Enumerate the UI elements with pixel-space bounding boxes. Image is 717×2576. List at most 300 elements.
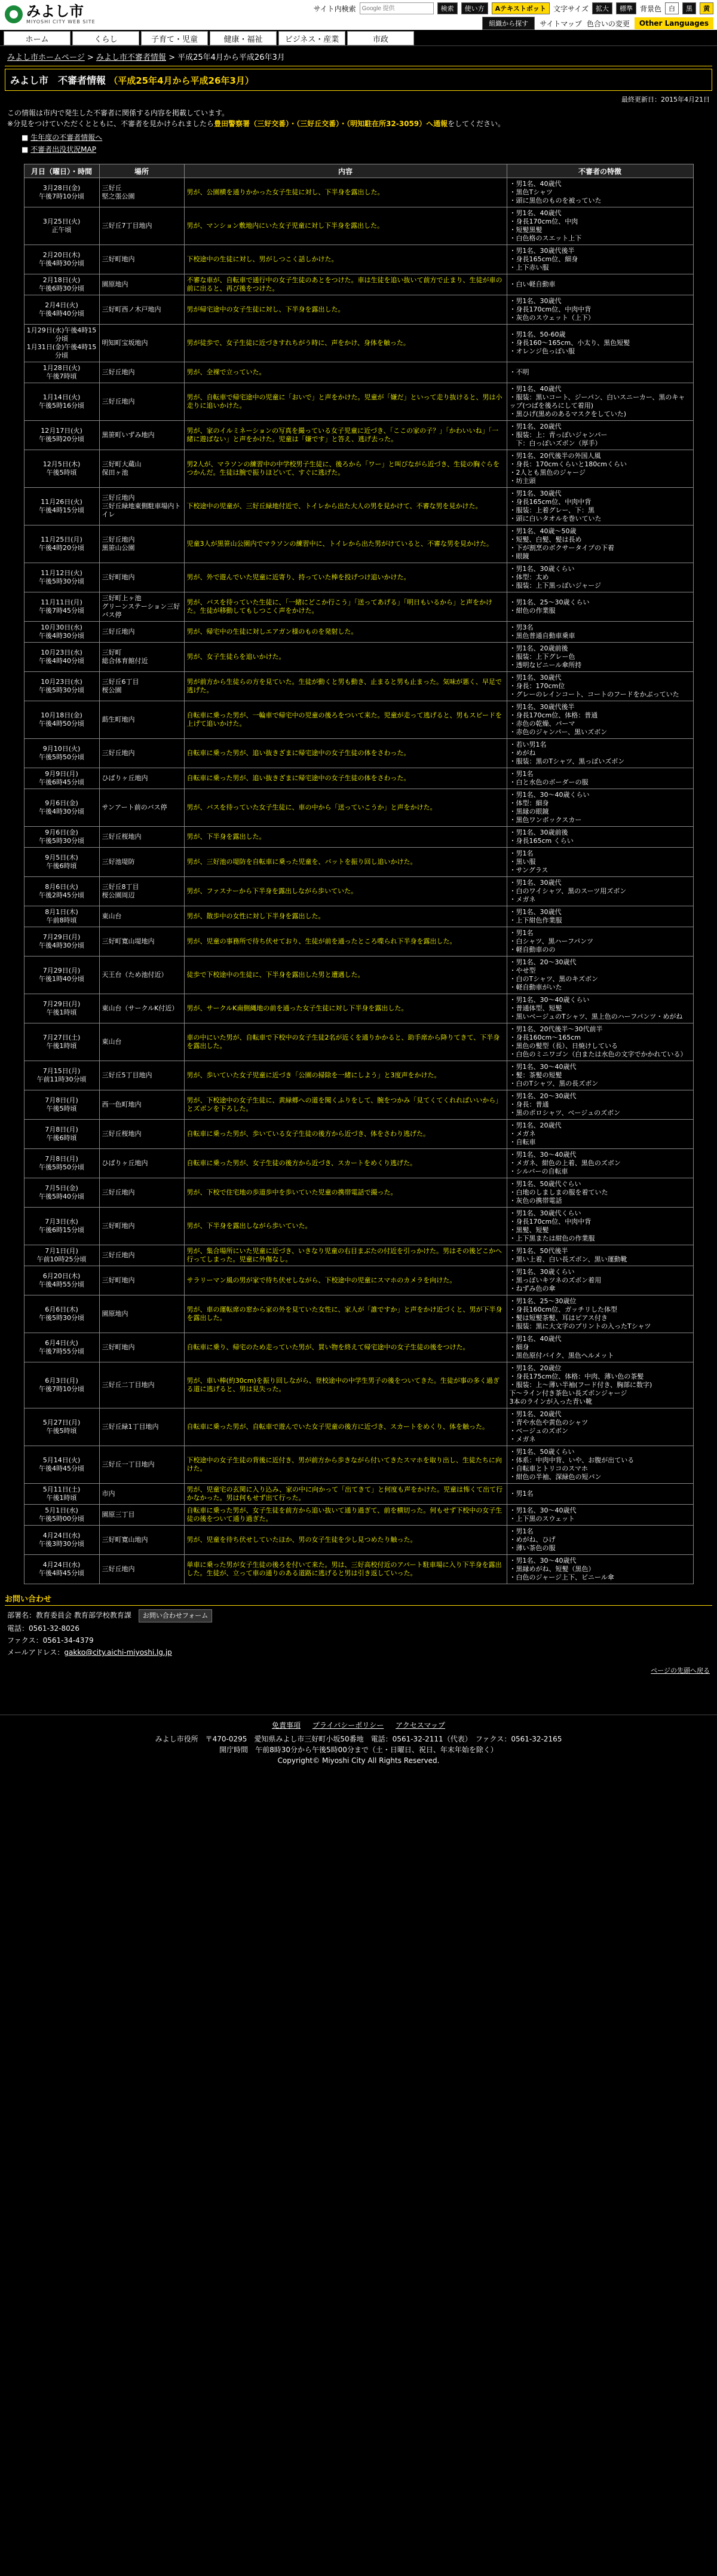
- cell-content: 自転車に乗った男が、追い抜きざまに帰宅途中の女子生徒の体をさわった。: [184, 768, 507, 789]
- cell-suspect-features: ・男1名、40歳代 ・服装：黒いコート、ジーパン、白いスニーカー、黒のキャップ(つばを後ろにして着用) ・黒ひげ(黒めのあるマスクをしていた): [507, 383, 693, 421]
- cell-suspect-features: ・男1名、20〜30歳代 ・やせ型 ・白のTシャツ、黒のキズボン ・軽自動車がいた: [507, 957, 693, 994]
- cell-place: ひばりヶ丘地内: [99, 1149, 184, 1178]
- cell-place: 三好丘一丁目地内: [99, 1446, 184, 1484]
- contact-section: [5, 1593, 712, 1662]
- cell-place: 三好丘地内: [99, 1555, 184, 1584]
- cell-date-time: 10月23日(水) 午後4時40分頃: [24, 643, 99, 672]
- cell-date-time: 7月8日(月) 午後5時50分頃: [24, 1149, 99, 1178]
- cell-place: 三好丘桜地内: [99, 1120, 184, 1149]
- cell-date-time: 5月11日(土) 午後1時頃: [24, 1484, 99, 1505]
- cell-suspect-features: ・男1名、20代後半の外国人風 ・身長：170cmくらいと180cmくらい ・2人とも黒色のジャージ ・坊主頭: [507, 450, 693, 488]
- cell-suspect-features: ・男1名、20代後半〜30代前半 ・身長160cm〜165cm ・黒色の髪型（長）、日焼けしている ・白色のミニワゴン（白または水色の文字でかかれている）: [507, 1023, 693, 1061]
- cell-content: 自転車に乗った男が、追い抜きざまに帰宅途中の女子生徒の体をさわった。: [184, 739, 507, 768]
- cell-date-time: 2月18日(火) 午後6時30分頃: [24, 274, 99, 295]
- cell-suspect-features: ・男1名、30歳前後 ・身長165cm くらい: [507, 827, 693, 848]
- contact-heading: お問い合わせ: [5, 1593, 712, 1606]
- table-row: [24, 848, 693, 877]
- cell-date-time: 7月8日(月) 午後5時頃: [24, 1090, 99, 1120]
- cell-content: 男が、車の運転席の窓から家の外を見ていた女性に、家人が「誰ですか」と声をかけ近づくと、男が下半身を露出した。: [184, 1295, 507, 1333]
- cell-place: 三好丘桜地内: [99, 827, 184, 848]
- logo-emblem-icon: [5, 5, 23, 23]
- table-row: [24, 295, 693, 325]
- cell-date-time: 7月29日(月) 午後4時30分頃: [24, 927, 99, 957]
- nav-health-welfare[interactable]: 健康・福祉: [210, 31, 277, 45]
- nav-living[interactable]: くらし: [72, 31, 139, 45]
- cell-place: 三好町地内: [99, 563, 184, 592]
- cell-place: 市内: [99, 1484, 184, 1505]
- contact-body: [5, 1606, 712, 1662]
- cell-date-time: 9月5日(木) 午後6時頃: [24, 848, 99, 877]
- cell-place: 三好丘地内: [99, 1245, 184, 1266]
- cell-place: 三好丘二丁目地内: [99, 1362, 184, 1408]
- table-row: [24, 325, 693, 362]
- cell-content: 児童3人が黒笹山公園内でマラソンの練習中に、トイレから出た男がけていると、不審な男を見かけた。: [184, 525, 507, 563]
- cell-date-time: 4月24日(水) 午後3時30分頃: [24, 1526, 99, 1555]
- cell-suspect-features: ・白い軽自動車: [507, 274, 693, 295]
- cell-date-time: 7月5日(金) 午後5時40分頃: [24, 1178, 99, 1208]
- cell-suspect-features: ・男1名、30歳代 ・上下紺色作業服: [507, 906, 693, 927]
- cell-content: 男が、公園横を通りかかった女子生徒に対し、下半身を露出した。: [184, 178, 507, 207]
- cell-date-time: 1月28日(火) 午後7時頃: [24, 362, 99, 383]
- cell-suspect-features: ・男1名、30〜40歳代 ・メガネ、紺色の上着、黒色のズボン ・シルバーの自転車: [507, 1149, 693, 1178]
- cell-place: 園原地内: [99, 274, 184, 295]
- table-row: [24, 178, 693, 207]
- cell-content: 下校途中の児童が、三好丘緑地付近で、トイレから出た大人の男を見かけて、不審な男を見かけた。: [184, 488, 507, 525]
- incident-map-link[interactable]: 不審者出没状況MAP: [30, 145, 96, 154]
- table-row: [24, 525, 693, 563]
- cell-suspect-features: ・不明: [507, 362, 693, 383]
- bg-color-label: 背景色: [639, 4, 661, 13]
- site-logo[interactable]: [5, 4, 96, 25]
- cell-date-time: 5月1日(水) 午後5時00分頃: [24, 1505, 99, 1526]
- cell-suspect-features: ・男1名、20歳代 ・服装：上：青っぽいジャンパー 下：白っぽいズボン（厚手）: [507, 421, 693, 450]
- cell-suspect-features: ・男1名、50代後半 ・黒い上着、白い長ズボン、黒い運動靴: [507, 1245, 693, 1266]
- logo-japanese: みよし市: [26, 3, 84, 20]
- cell-date-time: 11月25日(月) 午後4時20分頃: [24, 525, 99, 563]
- cell-suspect-features: ・男1名、25〜30歳位 ・身長160cm位、ガッチリした体型 ・髪は短髪茶髪、耳はピアス付き ・服装：黒に大文字のプリントの入ったTシャツ: [507, 1295, 693, 1333]
- cell-content: 男2人が、マラソンの練習中の中学校男子生徒に、後ろから「ワー」と叫びながら近づき、生徒の胸ぐらをつかんだ。生徒は腕で振りほどいて、すぐに逃げた。: [184, 450, 507, 488]
- table-row: [24, 450, 693, 488]
- cell-place: 三好丘地内: [99, 622, 184, 643]
- nav-childcare[interactable]: 子育て・児童: [141, 31, 208, 45]
- table-row: [24, 1505, 693, 1526]
- table-row: [24, 1555, 693, 1584]
- table-row: [24, 957, 693, 994]
- cell-suspect-features: ・男1名、25〜30歳くらい ・紺色の作業服: [507, 592, 693, 622]
- contact-form-button[interactable]: お問い合わせフォーム: [139, 1609, 212, 1622]
- table-row: [24, 672, 693, 701]
- table-row: [24, 1245, 693, 1266]
- cell-date-time: 9月10日(火) 午後5時50分頃: [24, 739, 99, 768]
- cell-place: 三好町地内: [99, 1333, 184, 1362]
- cell-content: 男が、バスを待っていた女子生徒に、車の中から「送っていこうか」と声をかけた。: [184, 789, 507, 827]
- cell-date-time: 3月28日(金) 午後7時10分頃: [24, 178, 99, 207]
- cell-date-time: 2月20日(木) 午後4時30分頃: [24, 245, 99, 274]
- cell-content: 下校途中の女子生徒の背後に近付き、男が前方から歩きながら付いてきたスマホを取り出し、生徒たちに向けた。: [184, 1446, 507, 1484]
- cell-date-time: 10月18日(金) 午後4時50分頃: [24, 701, 99, 739]
- cell-content: 自転車に乗った男が、女子生徒の後方から近づき、スカートをめくり逃げた。: [184, 1149, 507, 1178]
- cell-place: 三好丘地内: [99, 739, 184, 768]
- cell-place: 三好町 総合体育館付近: [99, 643, 184, 672]
- table-row: [24, 421, 693, 450]
- cell-place: 園原地内: [99, 1295, 184, 1333]
- contact-tel: 電話：0561-32-8026: [7, 1624, 80, 1633]
- cell-content: 男が、全裸で立っていた。: [184, 362, 507, 383]
- breadcrumb: みよし市ホームページ > みよし市不審者情報 > 平成25年4月から平成26年3月: [7, 53, 285, 62]
- cell-date-time: 2月4日(火) 午後4時40分頃: [24, 295, 99, 325]
- cell-content: 男が、下半身を露出しながら歩いていた。: [184, 1208, 507, 1245]
- cell-place: 三好丘8丁目 桜公園周辺: [99, 877, 184, 906]
- cell-content: 男が、児童を待ち伏せしていたほか、男の女子生徒を少し見つめたり触った。: [184, 1526, 507, 1555]
- cell-place: 三好町地内: [99, 245, 184, 274]
- page-title: [5, 69, 712, 91]
- text-to-speech-button[interactable]: Aテキストボット: [492, 2, 550, 14]
- cell-place: 三好丘地内: [99, 1178, 184, 1208]
- intro-line-1: この情報は市内で発生した不審者に関係する内容を掲載しています。: [7, 109, 229, 117]
- cell-content: 男が、三好池の堤防を自転車に乗った児童を、バットを振り回し追いかけた。: [184, 848, 507, 877]
- table-row: [24, 701, 693, 739]
- cell-date-time: 9月9日(月) 午後6時45分頃: [24, 768, 99, 789]
- cell-suspect-features: ・男1名、30歳代 ・身長165cm位、中肉中背 ・服装：上着グレー、下：黒 ・頭に白いタオルを巻いていた: [507, 488, 693, 525]
- cell-content: 男が帰宅途中の女子生徒に対し、下半身を露出した。: [184, 295, 507, 325]
- cell-date-time: 6月20日(木) 午後4時55分頃: [24, 1266, 99, 1295]
- related-link-item: [22, 143, 710, 155]
- cell-date-time: 7月29日(月) 午後1時頃: [24, 994, 99, 1023]
- table-row: [24, 1333, 693, 1362]
- cell-suspect-features: ・男1名、40歳〜50歳 ・短髪、白髪、髪は長め ・下が割烹のボクサータイプの下着 ・眼鏡: [507, 525, 693, 563]
- how-to-button[interactable]: 使い方: [461, 2, 488, 14]
- bg-black-button[interactable]: 黒: [682, 2, 696, 14]
- sitemap-link[interactable]: サイトマップ: [540, 19, 582, 28]
- cell-date-time: 12月17日(火) 午後5時20分頃: [24, 421, 99, 450]
- cell-date-time: 5月27日(月) 午後5時頃: [24, 1408, 99, 1446]
- cell-suspect-features: ・男1名、30歳代 ・身長：170cm位 ・グレーのレインコート、コートのフードをかぶっていた: [507, 672, 693, 701]
- cell-place: 三好丘 堅之張公園: [99, 178, 184, 207]
- other-languages-button[interactable]: Other Languages: [635, 17, 713, 29]
- cell-place: 東山台（サークルK付近）: [99, 994, 184, 1023]
- table-row: [24, 1178, 693, 1208]
- column-header-place: 場所: [99, 164, 184, 178]
- cell-date-time: 6月6日(木) 午後5時30分頃: [24, 1295, 99, 1333]
- cell-content: 男が、下半身を露出した。: [184, 827, 507, 848]
- cell-suspect-features: ・若い男1名 ・めがね ・服装：黒のTシャツ、黒っぽいズボン: [507, 739, 693, 768]
- cell-content: 下校途中の生徒に対し、男がしつこく話しかけた。: [184, 245, 507, 274]
- cell-place: 三好丘地内: [99, 362, 184, 383]
- cell-suspect-features: ・男1名、40歳代 ・黒色Tシャツ ・頭に黒色のものを被っていた: [507, 178, 693, 207]
- nav-city-government[interactable]: 市政: [347, 31, 414, 45]
- cell-content: 男が、集合場所にいた児童に近づき、いきなり児童の右目まぶたの付近を引っかけた。男はその後どこかへ行ってしまった。児童に外傷なし。: [184, 1245, 507, 1266]
- cell-suspect-features: ・男1名、40歳代 ・細身 ・黒色原付バイク、黒色ヘルメット: [507, 1333, 693, 1362]
- cell-suspect-features: ・男1名、30歳くらい ・体型：太め ・服装：上下黒っぽいジャージ: [507, 563, 693, 592]
- find-by-organization-button[interactable]: 組織から探す: [482, 17, 535, 30]
- breadcrumb-parent[interactable]: みよし市不審者情報: [96, 53, 166, 62]
- incident-table: [24, 164, 694, 1584]
- table-header-row: [24, 164, 693, 178]
- cell-place: 明知町宝坂地内: [99, 325, 184, 362]
- contact-department: 部署名：教育委員会 教育部学校教育課: [7, 1611, 131, 1619]
- footer-disclaimer-link[interactable]: 免責事項: [272, 1721, 301, 1729]
- cell-place: 三好町大蔵山 保田ヶ池: [99, 450, 184, 488]
- cell-date-time: 7月1日(月) 午前10時25分頃: [24, 1245, 99, 1266]
- font-size-standard-button[interactable]: 標準: [616, 2, 636, 14]
- cell-content: 自転車に乗った男が、女子生徒を前方から追い抜いて通り過ぎて、前を横切った。何もせず下校中の女子生徒の後をついて通り過ぎた。: [184, 1505, 507, 1526]
- cell-suspect-features: ・男1名: [507, 1484, 693, 1505]
- related-link-item: [22, 132, 710, 143]
- cell-place: 西一色町地内: [99, 1090, 184, 1120]
- table-row: [24, 1120, 693, 1149]
- column-header-features: 不審者の特徴: [507, 164, 693, 178]
- last-updated: 最終更新日：2015年4月21日: [621, 96, 710, 103]
- table-row: [24, 643, 693, 672]
- footer-address: みよし市役所 〒470-0295 愛知県みよし市三好町小坂50番地 電話：0561-32-2111（代表） ファクス：0561-32-2165: [155, 1735, 562, 1743]
- cell-date-time: 10月23日(水) 午後5時30分頃: [24, 672, 99, 701]
- police-contact: 豊田警察署（三好交番）・（三好丘交番）・（明知駐在所32-3059）へ通報: [214, 120, 448, 128]
- footer-address-block: [0, 1730, 717, 1770]
- previous-year-link[interactable]: 生年度の不審者情報へ: [30, 133, 103, 142]
- cell-suspect-features: ・男1名、50歳くらい ・体系：中肉中背、いや、お腹が出ている ・自転車とトリコのスマホ ・紺色の半袖、深緑色の短パン: [507, 1446, 693, 1484]
- cell-suspect-features: ・男1名 ・黒い服 ・サングラス: [507, 848, 693, 877]
- logo-text: [26, 4, 96, 25]
- search-label: サイト内検索: [313, 4, 356, 13]
- table-row: [24, 383, 693, 421]
- cell-place: 三好丘地内 黒笹山公園: [99, 525, 184, 563]
- table-row: [24, 207, 693, 245]
- footer-access-map-link[interactable]: アクセスマップ: [396, 1721, 445, 1729]
- cell-suspect-features: ・男1名、30歳くらい ・黒っぽいキツネのズボン着用 ・ねずみ色の傘: [507, 1266, 693, 1295]
- table-row: [24, 592, 693, 622]
- table-row: [24, 1023, 693, 1061]
- table-row: [24, 362, 693, 383]
- header-utility-secondary: [482, 17, 713, 30]
- cell-date-time: 8月6日(火) 午後2時45分頃: [24, 877, 99, 906]
- cell-content: 自転車に乗った男が、一輪車で帰宅中の児童の後ろをついて来た。児童が走って逃げると、男もスピードを上げて追いかけた。: [184, 701, 507, 739]
- cell-suspect-features: ・男1名、20歳代 ・メガネ ・自転車: [507, 1120, 693, 1149]
- cell-suspect-features: ・男1名、50歳代ぐらい ・白地のしましまの服を着ていた ・灰色の携帯電話: [507, 1178, 693, 1208]
- cell-date-time: 10月30日(水) 午後4時30分頃: [24, 622, 99, 643]
- cell-content: 男が、外で遊んでいた児童に近寄り、持っていた棒を投げつけ追いかけた。: [184, 563, 507, 592]
- footer-copyright: Copyright© Miyoshi City All Rights Reserved.: [277, 1756, 440, 1765]
- contact-mail-link[interactable]: gakko@city.aichi-miyoshi.lg.jp: [64, 1648, 172, 1657]
- cell-place: 莇生町地内: [99, 701, 184, 739]
- cell-date-time: 7月3日(水) 午後6時15分頃: [24, 1208, 99, 1245]
- cell-content: 自転車に乗り、帰宅のため走っていた男が、買い物を終えて帰宅途中の女子生徒の後をつけた。: [184, 1333, 507, 1362]
- cell-content: 男が、下校で住宅地の歩道歩中を歩いていた児童の携帯電話で撮った。: [184, 1178, 507, 1208]
- column-header-date: 月日（曜日）・時間: [24, 164, 99, 178]
- cell-date-time: 6月3日(月) 午後7時10分頃: [24, 1362, 99, 1408]
- cell-place: サンアート前のバス停: [99, 789, 184, 827]
- cell-date-time: 11月11日(月) 午後7時45分頃: [24, 592, 99, 622]
- table-row: [24, 1061, 693, 1090]
- cell-date-time: 7月27日(土) 午後1時頃: [24, 1023, 99, 1061]
- cell-content: 男が、車い棒(約30cm)を振り回しながら、登校途中の中学生男子の後をついてきた。生徒が事の多く過ぎる道に逃げると、男は見失った。: [184, 1362, 507, 1408]
- table-row: [24, 877, 693, 906]
- site-header: [0, 0, 717, 30]
- table-row: [24, 1526, 693, 1555]
- table-row: [24, 1484, 693, 1505]
- cell-content: 単車に乗った男が女子生徒の後ろを付いて来た。男は、三好高校付近のアパート駐車場に入り下半身を露出した。生徒が、立って車の通りのある道路に逃げると男は引き返していった。: [184, 1555, 507, 1584]
- footer-links: [0, 1715, 717, 1730]
- cell-suspect-features: ・男1名、30〜40歳くらい ・普通体型、短髪 ・黒いベージュのTシャツ、黒上色のハーフパンツ・めがね: [507, 994, 693, 1023]
- cell-content: 男が、下校途中の女子生徒に、黄緑郷への道を聞くふりをして、腕をつかみ「見てくてくれればいいから」とズボンを下ろした。: [184, 1090, 507, 1120]
- table-row: [24, 488, 693, 525]
- cell-content: 男が、ファスナーから下半身を露出しながら歩いていた。: [184, 877, 507, 906]
- cell-suspect-features: ・男1名、30〜40歳代 ・髪：茶髪の短髪 ・白のTシャツ、黒の長ズボン: [507, 1061, 693, 1090]
- cell-suspect-features: ・男1名、40歳代 ・身長170cm位、中肉 ・短髪黒髪 ・白色格のスエット上下: [507, 207, 693, 245]
- font-size-label: 文字サイズ: [553, 4, 589, 13]
- cell-date-time: 7月29日(月) 午後1時40分頃: [24, 957, 99, 994]
- cell-place: 三好丘地内: [99, 383, 184, 421]
- bg-yellow-button[interactable]: 黄: [700, 2, 713, 14]
- cell-content: 男が徒歩で、女子生徒に近づきすれちがう時に、声をかけ、身体を触った。: [184, 325, 507, 362]
- cell-place: 三好町西ノ木戸地内: [99, 295, 184, 325]
- search-button[interactable]: 検索: [437, 2, 458, 14]
- cell-suspect-features: ・男1名、50-60歳 ・身長160～165cm、小太り、黒色短髪 ・オレンジ色っぽい服: [507, 325, 693, 362]
- table-row: [24, 994, 693, 1023]
- table-row: [24, 789, 693, 827]
- cell-date-time: 7月8日(月) 午後6時頃: [24, 1120, 99, 1149]
- cell-date-time: 1月29日(水)午後4時15分頃 1月31日(金)午後4時15分頃: [24, 325, 99, 362]
- bg-white-button[interactable]: 白: [665, 2, 679, 14]
- cell-place: 三好町上ヶ池 グリーンステーション三好バス停: [99, 592, 184, 622]
- cell-suspect-features: ・男1名 ・白と水色のボーダーの服: [507, 768, 693, 789]
- cell-place: 三好丘7丁目地内: [99, 207, 184, 245]
- global-nav: [0, 30, 717, 46]
- cell-suspect-features: ・男1名、30〜40歳くらい ・体型：細身 ・黒縁の眼鏡 ・黒色ワンボックスカー: [507, 789, 693, 827]
- cell-suspect-features: ・男3名 ・黒色普通自動車乗車: [507, 622, 693, 643]
- cell-place: 三好丘地内 三好丘緑地東側駐車場内トイレ: [99, 488, 184, 525]
- cell-content: 男が、バスを待っていた生徒に、「一緒にどこか行こう」「送ってあげる」「明日もいるから」と声をかけた。生徒が移動してもしつこく声をかけた。: [184, 592, 507, 622]
- cell-suspect-features: ・男1名、20歳代 ・青や水色や黄色のシャツ ・ベージュのズボン ・メガネ: [507, 1408, 693, 1446]
- table-row: [24, 1408, 693, 1446]
- table-row: [24, 274, 693, 295]
- cell-place: 三好町地内: [99, 1208, 184, 1245]
- search-input[interactable]: [360, 2, 434, 14]
- intro-text: [0, 108, 717, 129]
- cell-content: 男が、帰宅中の生徒に対しエアガン様のものを発射した。: [184, 622, 507, 643]
- breadcrumb-current: 平成25年4月から平成26年3月: [177, 53, 285, 62]
- cell-content: 不審な車が、自転車で通行中の女子生徒のあとをつけた。車は生徒を追い抜いて前方で止まり、生徒が車の前に出ると、再び後をつけた。: [184, 274, 507, 295]
- logo-english: MIYOSHI CITY WEB SITE: [26, 19, 96, 25]
- table-row: [24, 1208, 693, 1245]
- cell-suspect-features: ・男1名、30〜40歳代 ・上下黒のスウェット: [507, 1505, 693, 1526]
- breadcrumb-home[interactable]: みよし市ホームページ: [7, 53, 85, 62]
- cell-suspect-features: ・男1名、20歳位 ・身長175cm位、体格：中肉、薄い色の茶髪 ・服装：上～薄い半袖(フード付き、胸部に数字) 下～ライン付き茶色い長ズボンジャージ 3本のラインが入った青い靴: [507, 1362, 693, 1408]
- cell-suspect-features: ・男1名、30〜40歳代 ・黒縁めがね、短髪（黒色） ・白色のジャージ上下、ビニール傘: [507, 1555, 693, 1584]
- cell-date-time: 11月12日(火) 午後5時30分頃: [24, 563, 99, 592]
- font-size-large-button[interactable]: 拡大: [592, 2, 612, 14]
- table-row: [24, 1295, 693, 1333]
- page-top-link[interactable]: ページの先頭へ戻る: [651, 1667, 710, 1674]
- table-row: [24, 827, 693, 848]
- cell-suspect-features: ・男1名、30歳代後半 ・身長170cm位、体格：普通 ・赤色の乾燥、パーマ ・赤色のジャンパー、黒いズボン: [507, 701, 693, 739]
- cell-date-time: 12月5日(木) 午後5時頃: [24, 450, 99, 488]
- cell-suspect-features: ・男1名、20歳前後 ・服装：上下グレー色 ・透明なビニール傘所持: [507, 643, 693, 672]
- table-row: [24, 1149, 693, 1178]
- cell-content: 男が、児童の事務所で待ち伏せており、生徒が前を通ったところ喋られ下半身を露出した。: [184, 927, 507, 957]
- nav-business[interactable]: ビジネス・産業: [278, 31, 345, 45]
- table-row: [24, 1446, 693, 1484]
- cell-content: 徒歩で下校途中の生徒に、下半身を露出した男と遭遇した。: [184, 957, 507, 994]
- column-header-content: 内容: [184, 164, 507, 178]
- cell-content: 自転車に乗った男が、歩いている女子生徒の後方から近づき、体をさわり逃げた。: [184, 1120, 507, 1149]
- cell-place: 三好丘5丁目地内: [99, 1061, 184, 1090]
- cell-suspect-features: ・男1名、30歳代 ・白のワイシャツ、黒のスーツ用ズボン ・メガネ: [507, 877, 693, 906]
- cell-suspect-features: ・男1名、20〜30歳代 ・身長：普通 ・黒のポロシャツ、ベージュのズボン: [507, 1090, 693, 1120]
- header-utility: [313, 2, 713, 14]
- cell-content: 男が、散歩中の女性に対し下半身を露出した。: [184, 906, 507, 927]
- cell-suspect-features: ・男1名、30歳代くらい ・身長170cm位、中肉中背 ・黒髪、短髪 ・上下黒または紺色の作業服: [507, 1208, 693, 1245]
- cell-content: 男が、家のイルミネーションの写真を撮っている女子児童に近づき、「ここの家の子？」「かわいいね」「一緒に遊ばない」と声をかけた。児童は「嫌です」と答え、逃げ去った。: [184, 421, 507, 450]
- intro-line-2: ※分見をつけていただくとともに、不審者を見かけられましたら豊田警察署（三好交番）・（三好丘交番）・（明知駐在所32-3059）へ通報をしてください。: [7, 120, 505, 128]
- cell-content: 男が、歩いていた女子児童に近づき「公園の掃除を一緒にしよう」と3度声をかけた。: [184, 1061, 507, 1090]
- cell-date-time: 7月15日(月) 午前11時30分頃: [24, 1061, 99, 1090]
- table-row: [24, 739, 693, 768]
- cell-date-time: 5月14日(火) 午後4時45分頃: [24, 1446, 99, 1484]
- cell-suspect-features: ・男1名 ・めがね、ひげ ・薄い茶色の服: [507, 1526, 693, 1555]
- cell-place: ひばりヶ丘地内: [99, 768, 184, 789]
- cell-suspect-features: ・男1名 ・白シャツ、黒ハーフパンツ ・軽自動車のの: [507, 927, 693, 957]
- cell-date-time: 11月26日(火) 午後4時15分頃: [24, 488, 99, 525]
- footer-privacy-link[interactable]: プライバシーポリシー: [312, 1721, 384, 1729]
- cell-place: 三好丘緑1丁目地内: [99, 1408, 184, 1446]
- cell-suspect-features: ・男1名、30歳代後半 ・身長165cm位、細身 ・上下赤い服: [507, 245, 693, 274]
- related-links: [0, 129, 717, 164]
- cell-place: 天王台（ため池付近）: [99, 957, 184, 994]
- cell-date-time: 4月24日(水) 午後4時45分頃: [24, 1555, 99, 1584]
- cell-place: 三好丘6丁目 桜公園: [99, 672, 184, 701]
- cell-date-time: 9月6日(金) 午後4時30分頃: [24, 789, 99, 827]
- cell-content: 男が、自転車で帰宅途中の児童に「おいで」と声をかけた。児童が「嫌だ」といって走り抜けると、男は小走りに追いかけた。: [184, 383, 507, 421]
- cell-date-time: 8月1日(木) 午前8時頃: [24, 906, 99, 927]
- cell-place: 三好池堤防: [99, 848, 184, 877]
- table-row: [24, 906, 693, 927]
- cell-content: サラリーマン風の男が家で待ち伏せしながら、下校途中の児童にスマホのカメラを向けた。: [184, 1266, 507, 1295]
- cell-date-time: 3月25日(火) 正午頃: [24, 207, 99, 245]
- cell-date-time: 9月6日(金) 午後5時30分頃: [24, 827, 99, 848]
- cell-content: 男が、児童宅の玄関に入り込み、家の中に向かって「出てきて」と何度も声をかけた。児童は怖くて出て行かなかった。男は何もせず出て行った。: [184, 1484, 507, 1505]
- nav-home[interactable]: ホーム: [4, 31, 71, 45]
- color-change-link[interactable]: 色合いの変更: [586, 19, 630, 28]
- cell-date-time: 1月14日(火) 午後5時16分頃: [24, 383, 99, 421]
- table-row: [24, 563, 693, 592]
- cell-place: 黒笹町いずみ地内: [99, 421, 184, 450]
- table-row: [24, 1266, 693, 1295]
- cell-content: 男が前方から生徒らの方を見ていた。生徒が動くと男も動き、止まると男も止まった。気味が悪く、早足で逃げた。: [184, 672, 507, 701]
- table-row: [24, 1090, 693, 1120]
- page-title-text: みよし市 不審者情報: [10, 75, 106, 86]
- cell-place: 三好町寛山地内: [99, 1526, 184, 1555]
- table-row: [24, 622, 693, 643]
- cell-place: 園原三丁目: [99, 1505, 184, 1526]
- contact-fax: ファクス：0561-34-4379: [7, 1636, 94, 1645]
- cell-date-time: 6月4日(火) 午後7時55分頃: [24, 1333, 99, 1362]
- cell-content: 自転車に乗った男が、自転車で遊んでいた女子児童の後方に近づき、スカートをめくり、体を触った。: [184, 1408, 507, 1446]
- contact-mail-label: メールアドレス：: [7, 1648, 65, 1657]
- table-row: [24, 245, 693, 274]
- cell-place: 三好町寛山堤地内: [99, 927, 184, 957]
- cell-place: 東山台: [99, 906, 184, 927]
- cell-content: 車の中にいた男が、自転車で下校中の女子生徒2名が近くを通りかかると、助手席から降りてきて、下半身を露出した。: [184, 1023, 507, 1061]
- cell-suspect-features: ・男1名、30歳代 ・身長170cm位、中肉中背 ・灰色のスウェット（上下）: [507, 295, 693, 325]
- table-row: [24, 1362, 693, 1408]
- cell-place: 東山台: [99, 1023, 184, 1061]
- table-row: [24, 768, 693, 789]
- page-title-period: （平成25年4月から平成26年3月）: [109, 75, 254, 86]
- cell-place: 三好町地内: [99, 1266, 184, 1295]
- cell-content: 男が、女子生徒らを追いかけた。: [184, 643, 507, 672]
- footer-hours: 開庁時間 午前8時30分から午後5時00分まで（土・日曜日、祝日、年末年始を除く）: [219, 1746, 498, 1754]
- table-row: [24, 927, 693, 957]
